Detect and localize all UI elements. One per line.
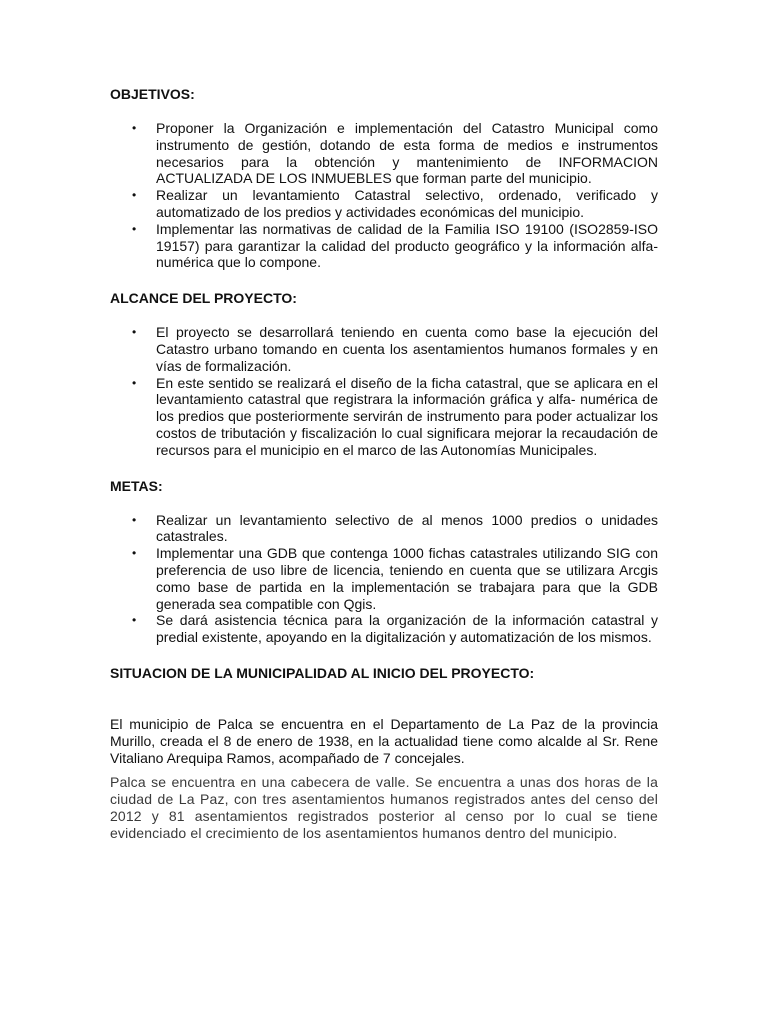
list-item <box>110 512 658 546</box>
list-item-text: Realizar un levantamiento selectivo de al menos 1000 predios o unidades catastrales. <box>156 511 658 545</box>
bullet-icon: • <box>132 221 137 236</box>
bullet-icon: • <box>132 546 137 561</box>
paragraph-palca: Palca se encuentra en una cabecera de valle. Se encuentra a unas dos horas de la ciudad de La Paz, con tres asentamientos humanos registrados antes del censo del 2012 y 81 asentamientos registrados posterior al censo por lo cual se tiene evidenciado el crecimiento de los asentamientos humanos dentro del municipio. <box>110 773 658 841</box>
list-objetivos <box>110 120 658 271</box>
list-item-text: Implementar una GDB que contenga 1000 fichas catastrales utilizando SIG con preferencia de uso libre de licencia, teniendo en cuenta que se utilizara Arcgis como base de partida en la implementación se trabajara para que la GDB generada sea compatible con Qgis. <box>156 545 658 612</box>
list-item <box>110 221 658 271</box>
list-item <box>110 120 658 187</box>
list-metas <box>110 512 658 646</box>
list-item <box>110 324 658 374</box>
list-item-text: Proponer la Organización e implementación del Catastro Municipal como instrumento de gestión, dotando de esta forma de medios e instrumentos necesarios para la obtención y mantenimiento de INFORMACION ACTUALIZADA DE LOS INMUEBLES que forman parte del municipio. <box>156 120 658 187</box>
bullet-icon: • <box>132 325 137 340</box>
list-item-text: Implementar las normativas de calidad de la Familia ISO 19100 (ISO2859-ISO 19157) para garantizar la calidad del producto geográfico y la información alfa-numérica que lo compone. <box>156 220 658 271</box>
list-item-text: En este sentido se realizará el diseño de la ficha catastral, que se aplicara en el levantamiento catastral que registrara la información gráfica y alfa- numérica de los predios que posteriormente servirán de instrumento para poder actualizar los costos de tributación y fiscalización lo cual significara mejorar la recaudación de recursos para el municipio en el marco de las Autonomías Municipales. <box>156 374 658 458</box>
bullet-icon: • <box>132 375 137 390</box>
list-item-text: Se dará asistencia técnica para la organización de la información catastral y predial existente, apoyando en la digitalización y automatización de los mismos. <box>156 612 658 646</box>
list-item <box>110 612 658 646</box>
list-item <box>110 545 658 612</box>
list-alcance <box>110 324 658 458</box>
list-item <box>110 187 658 221</box>
bullet-icon: • <box>132 512 137 527</box>
heading-metas: METAS: <box>110 477 163 494</box>
heading-alcance: ALCANCE DEL PROYECTO: <box>110 290 297 307</box>
list-item-text: Realizar un levantamiento Catastral selectivo, ordenado, verificado y automatizado de los predios y actividades económicas del municipio. <box>156 187 658 220</box>
bullet-icon: • <box>132 121 137 135</box>
heading-situacion: SITUACION DE LA MUNICIPALIDAD AL INICIO DEL PROYECTO: <box>110 664 535 681</box>
list-item <box>110 375 658 459</box>
bullet-icon: • <box>132 613 137 628</box>
bullet-icon: • <box>132 188 137 203</box>
heading-objetivos: OBJETIVOS: <box>110 86 195 102</box>
paragraph-municipio: El municipio de Palca se encuentra en el Departamento de La Paz de la provincia Murillo, creada el 8 de enero de 1938, en la actualidad tiene como alcalde al Sr. Rene Vitaliano Arequipa Ramos, acompañado de 7 concejales. <box>110 715 658 766</box>
list-item-text: El proyecto se desarrollará teniendo en cuenta como base la ejecución del Catastro urbano tomando en cuenta los asentamientos humanos formales y en vías de formalización. <box>156 324 658 374</box>
